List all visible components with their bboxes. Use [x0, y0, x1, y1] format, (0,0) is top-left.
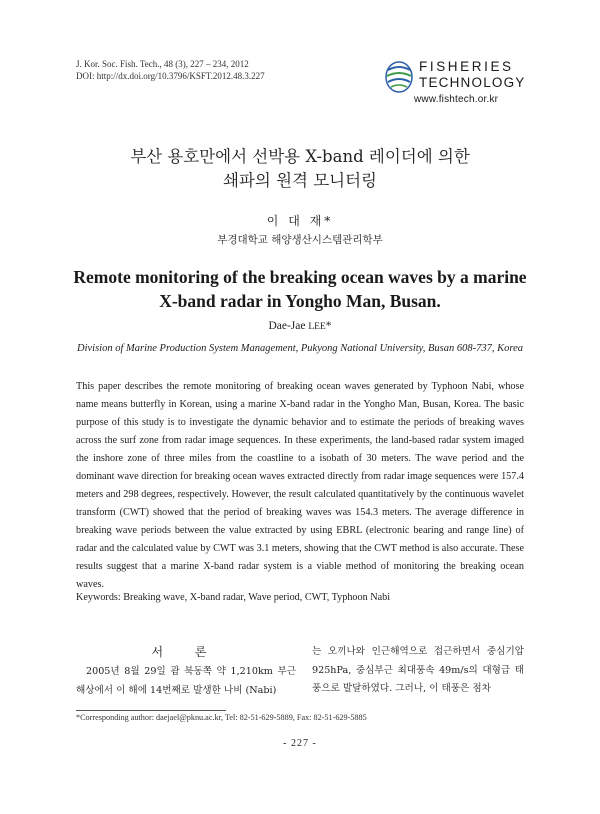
english-affiliation: Division of Marine Production System Management, Pukyong National University, Busan 608-737, Korea	[77, 343, 523, 354]
doi-line: DOI: http://dx.doi.org/10.3796/KSFT.2012.48.3.227	[76, 71, 265, 81]
logo-line-technology: TECHNOLOGY	[419, 75, 526, 90]
section-heading-introduction: 서 론	[151, 645, 221, 659]
author-given-name: Dae-Jae	[268, 320, 309, 332]
korean-title-line1: 부산 용호만에서 선박용 X-band 레이더에 의한	[130, 147, 470, 166]
footnote-divider	[76, 710, 226, 711]
journal-logo	[384, 60, 529, 108]
english-title-line1: Remote monitoring of the breaking ocean waves by a marine	[73, 267, 527, 287]
fish-logo-icon	[384, 60, 414, 94]
english-title	[0, 265, 600, 313]
korean-author: 이 대 재*	[266, 214, 334, 228]
citation-block	[76, 58, 265, 82]
english-author	[0, 320, 600, 332]
english-title-line2: X-band radar in Yongho Man, Busan.	[159, 291, 441, 311]
abstract: This paper describes the remote monitoring of breaking ocean waves generated by Typhoon Nabi, whose name means butterfly in Korean, using a marine X-band radar in the Yongho Man, Busan, Korea. The basic purpose of this study is to investigate the dynamic behavior and to estimate the periods of breaking waves across the surf zone from radar image sequences. In these experiments, the land-based radar system imaged the inshore zone of three miles from the coastline to a isobath of 30 meters. The wave period and the dominant wave direction for breaking ocean waves extracted directly from radar image sequences were 157.4 meters and 298 degrees, respectively. However, the result calculated quantitatively by the continuous wavelet transform (CWT) showed that the period of breaking waves was 154.3 meters. The average difference in breaking wave periods between the value extracted by using EBRL (electronic bearing and range line) of radar and the calculated value by CWT was 3.1 meters, showing that the CWT method is also accurate. These results suggest that a marine X-band radar system is a viable method of monitoring the breaking ocean waves.	[76, 381, 524, 590]
korean-title	[0, 145, 600, 193]
page-number: - 227 -	[283, 738, 317, 749]
author-family-name: LEE	[308, 322, 326, 332]
korean-affiliation: 부경대학교 해양생산시스템관리학부	[217, 234, 383, 246]
keywords: Keywords: Breaking wave, X-band radar, Wave period, CWT, Typhoon Nabi	[76, 592, 391, 603]
logo-line-fisheries: FISHERIES	[419, 59, 514, 74]
journal-url[interactable]: www.fishtech.or.kr	[414, 94, 499, 105]
journal-citation: J. Kor. Soc. Fish. Tech., 48 (3), 227 – 234, 2012	[76, 59, 249, 69]
intro-right-column: 는 오끼나와 인근해역으로 접근하면서 중심기압 925hPa, 중심부근 최대풍속 49m/s의 대형급 태풍으로 발달하였다. 그러나, 이 태풍은 점차	[312, 646, 524, 694]
korean-title-line2: 쇄파의 원격 모니터링	[223, 171, 377, 190]
corresponding-author-footnote: *Corresponding author: daejael@pknu.ac.kr, Tel: 82-51-629-5889, Fax: 82-51-629-5885	[76, 713, 367, 722]
corresponding-mark: *	[325, 320, 332, 332]
intro-left-column: 2005년 8월 29일 괌 북동쪽 약 1,210km 부근 해상에서 이 해에 14번째로 발생한 나비 (Nabi)	[76, 666, 296, 696]
